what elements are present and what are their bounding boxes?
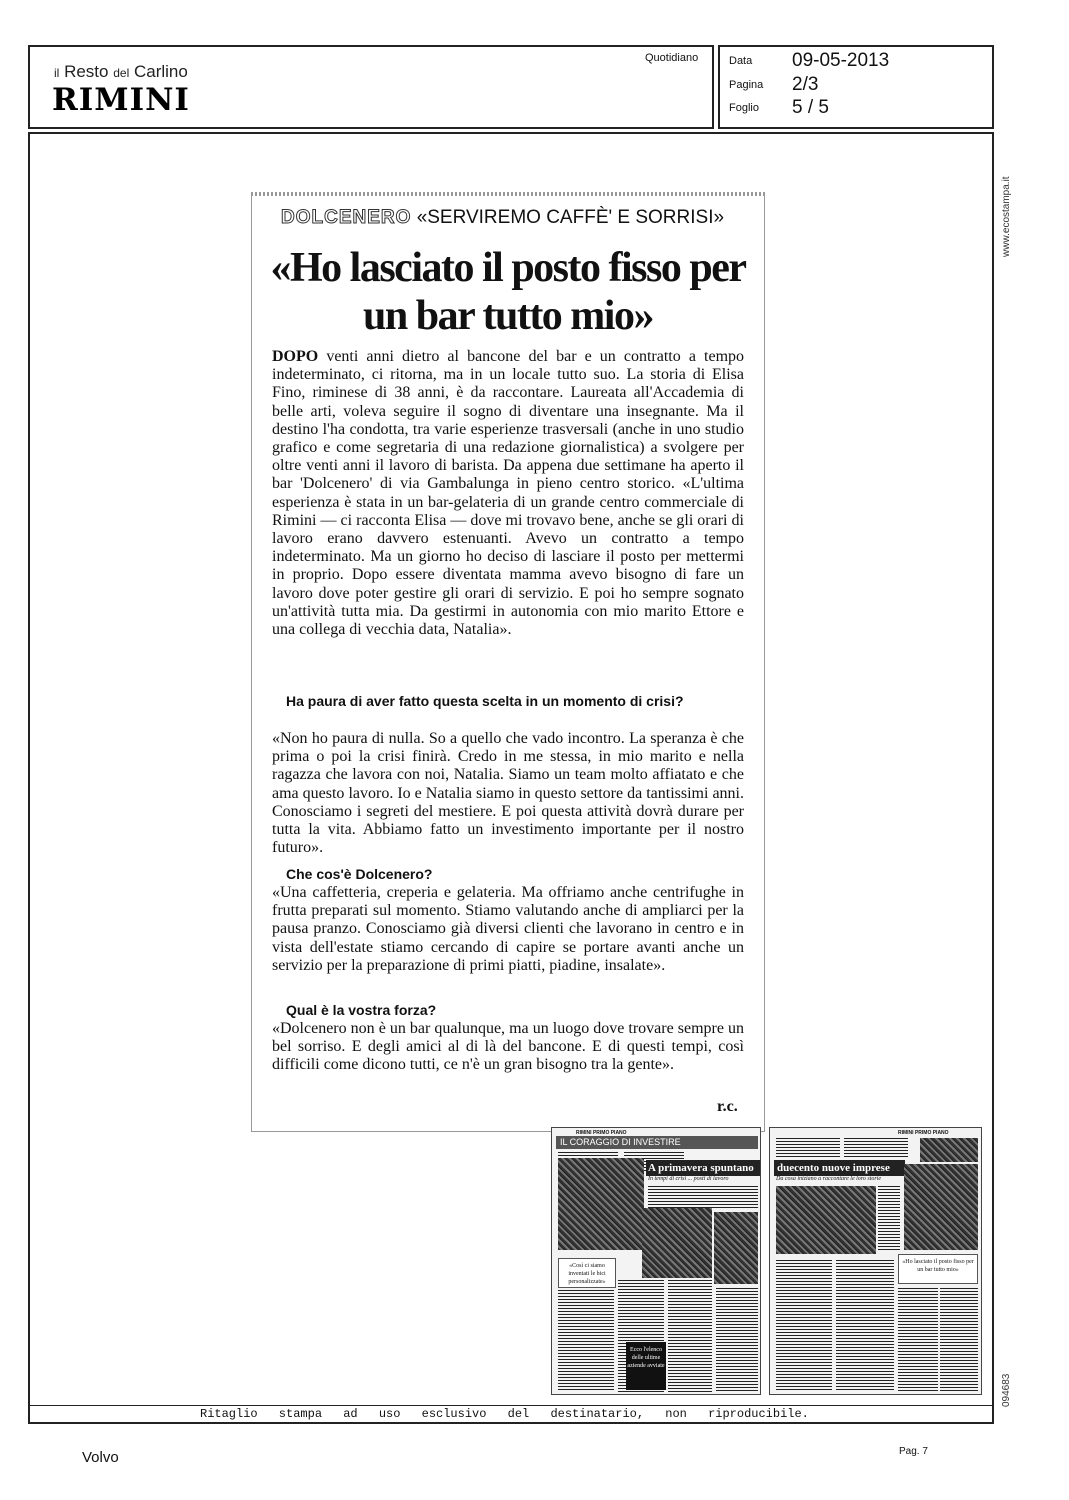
thumb-right-sub: Da cosa iniziano a raccontare le loro storie (776, 1176, 882, 1182)
newspaper-logo: il Resto del Carlino (54, 62, 188, 81)
answer-1: «Non ho paura di nulla. So a quello che vado incontro. La speranza è che prima o poi la crisi finirà. Credo in me stessa, in mio marito e nella ragazza che lavora con noi, Natalia. Siamo un team molto affiatato e che ama questo lavoro. Io e Natalia siamo in questo settore da tantissimi anni. Conosciamo i segreti del mestiere. E poi questa attività dovrà durare per tutta la vita. Abbiamo fatto un investimento importante per il nostro futuro». (272, 730, 744, 857)
meta-value-page: 2/3 (792, 74, 819, 95)
article-intro (272, 348, 744, 639)
meta-label-sheet: Foglio (729, 102, 759, 114)
thumb-right-column (898, 1288, 938, 1392)
reproduction-notice: Ritaglio stampa ad uso esclusivo del destinatario, non riproducibile. (200, 1407, 809, 1421)
thumb-right-column (776, 1260, 832, 1392)
thumb-left-photo (642, 1208, 712, 1278)
answer-2: «Una caffetteria, creperia e gelateria. Ma offriamo anche centrifughe in frutta preparati sul momento. Stiamo valutando anche di ampliarci per la pausa pranzo. Conosciamo già diversi clienti che lavorano in centro e in vista dell'estate stiamo cercando di capire se portare avanti anche un servizio per la preparazione di primi piatti, piadine, insalate». (272, 884, 744, 974)
thumbnail-page-left (551, 1127, 761, 1395)
thumb-left-column (648, 1186, 758, 1208)
question-3: Qual è la vostra forza? (286, 1002, 437, 1018)
thumb-left-column (668, 1280, 712, 1392)
thumb-left-photo (558, 1158, 644, 1250)
question-1: Ha paura di aver fatto questa scelta in un momento di crisi? (286, 693, 684, 709)
thumb-left-list-box: Ecco l'elenco delle ultime aziende avviate (626, 1342, 666, 1390)
article-kicker (281, 207, 724, 229)
thumb-right-column (836, 1260, 894, 1392)
kicker-quote: «SERVIREMO CAFFÈ' E SORRISI» (416, 207, 725, 228)
page-number: Pag. 7 (899, 1446, 928, 1457)
thumb-left-headline: A primavera spuntano (646, 1160, 760, 1176)
thumb-right-photo (776, 1186, 876, 1254)
thumb-left-section: RIMINI PRIMO PIANO (576, 1130, 627, 1136)
article-headline: «Ho lasciato il posto fisso per un bar tutto mio» (270, 245, 746, 339)
meta-value-date: 09-05-2013 (792, 50, 890, 71)
publication-type: Quotidiano (645, 52, 699, 64)
thumb-left-column (558, 1290, 614, 1392)
meta-label-page: Pagina (729, 79, 764, 91)
edition-city: RIMINI (52, 82, 190, 118)
thumb-left-column (716, 1288, 758, 1392)
thumb-right-column (940, 1288, 978, 1392)
thumb-left-sub: In tempi di crisi ... posti di lavoro (648, 1176, 729, 1182)
thumb-right-photo (904, 1164, 978, 1250)
thumb-right-headline: duecento nuove imprese (774, 1160, 905, 1176)
thumb-left-quote: «Così ci siamo inventati le bici personalizzate» (558, 1258, 616, 1288)
thumbnail-page-right (769, 1127, 982, 1395)
kicker-name: DOLCENERO (281, 207, 412, 228)
footer-rule (28, 1405, 994, 1406)
intro-text: venti anni dietro al bancone del bar e un contratto a tempo indeterminato, ci ritorna, ma in un locale tutto suo. La storia di Elisa Fino, riminese di 38 anni, è da raccontare. Laureata all'Accademia di belle arti, voleva seguire il sogno di diventare una insegnante. Ma il destino l'ha condotta, tra varie esperienze trasversali (anche in uno studio grafico e come segretaria di una redazione giornalistica) a svolgere per oltre venti anni il lavoro di barista. Da appena due settimane ha aperto il bar 'Dolcenero' di via Gambalunga in pieno centro storico. «L'ultima esperienza è stata in un bar-gelateria di un grande centro commerciale di Rimini — ci racconta Elisa — dove mi trovavo bene, anche se gli orari di lavoro erano davvero estenuanti. Avevo un contratto a tempo indeterminato. Ma un giorno ho deciso di lasciare il posto per mettermi in proprio. Dopo essere diventata mamma avevo bisogno di fare un lavoro dove poter gestire gli orari di servizio. E poi ho sempre sognato un'attività tutta mia. Da gestirmi in autonomia con mio marito Ettore e una collega di vecchia data, Natalia». (272, 348, 745, 639)
meta-label-date: Data (729, 55, 753, 67)
thumb-right-section: RIMINI PRIMO PIANO (898, 1130, 949, 1136)
question-2: Che cos'è Dolcenero? (286, 866, 433, 882)
article-signature: r.c. (717, 1098, 738, 1115)
thumb-right-column (878, 1186, 900, 1250)
thumb-right-column (776, 1138, 840, 1158)
meta-value-sheet: 5 / 5 (792, 97, 829, 118)
thumb-right-photo (920, 1138, 978, 1162)
side-website: www.ecostampa.it (1001, 176, 1012, 257)
answer-3: «Dolcenero non è un bar qualunque, ma un luogo dove trovare sempre un bel sorriso. E degli amici al di là del bancone. E di questi tempi, così difficili come dicono tutti, ce n'è un gran bisogno tra la gente». (272, 1020, 744, 1074)
thumb-left-band: IL CORAGGIO DI INVESTIRE (556, 1136, 758, 1149)
thumb-left-photo (714, 1212, 758, 1284)
lead-word: DOPO (272, 348, 319, 365)
side-code: 094683 (1001, 1373, 1012, 1407)
thumb-right-quote: «Ho lasciato il posto fisso per un bar tutto mio» (898, 1254, 978, 1284)
thumb-right-column (844, 1138, 908, 1158)
article-top-rule (251, 192, 765, 196)
client-name: Volvo (82, 1449, 119, 1466)
